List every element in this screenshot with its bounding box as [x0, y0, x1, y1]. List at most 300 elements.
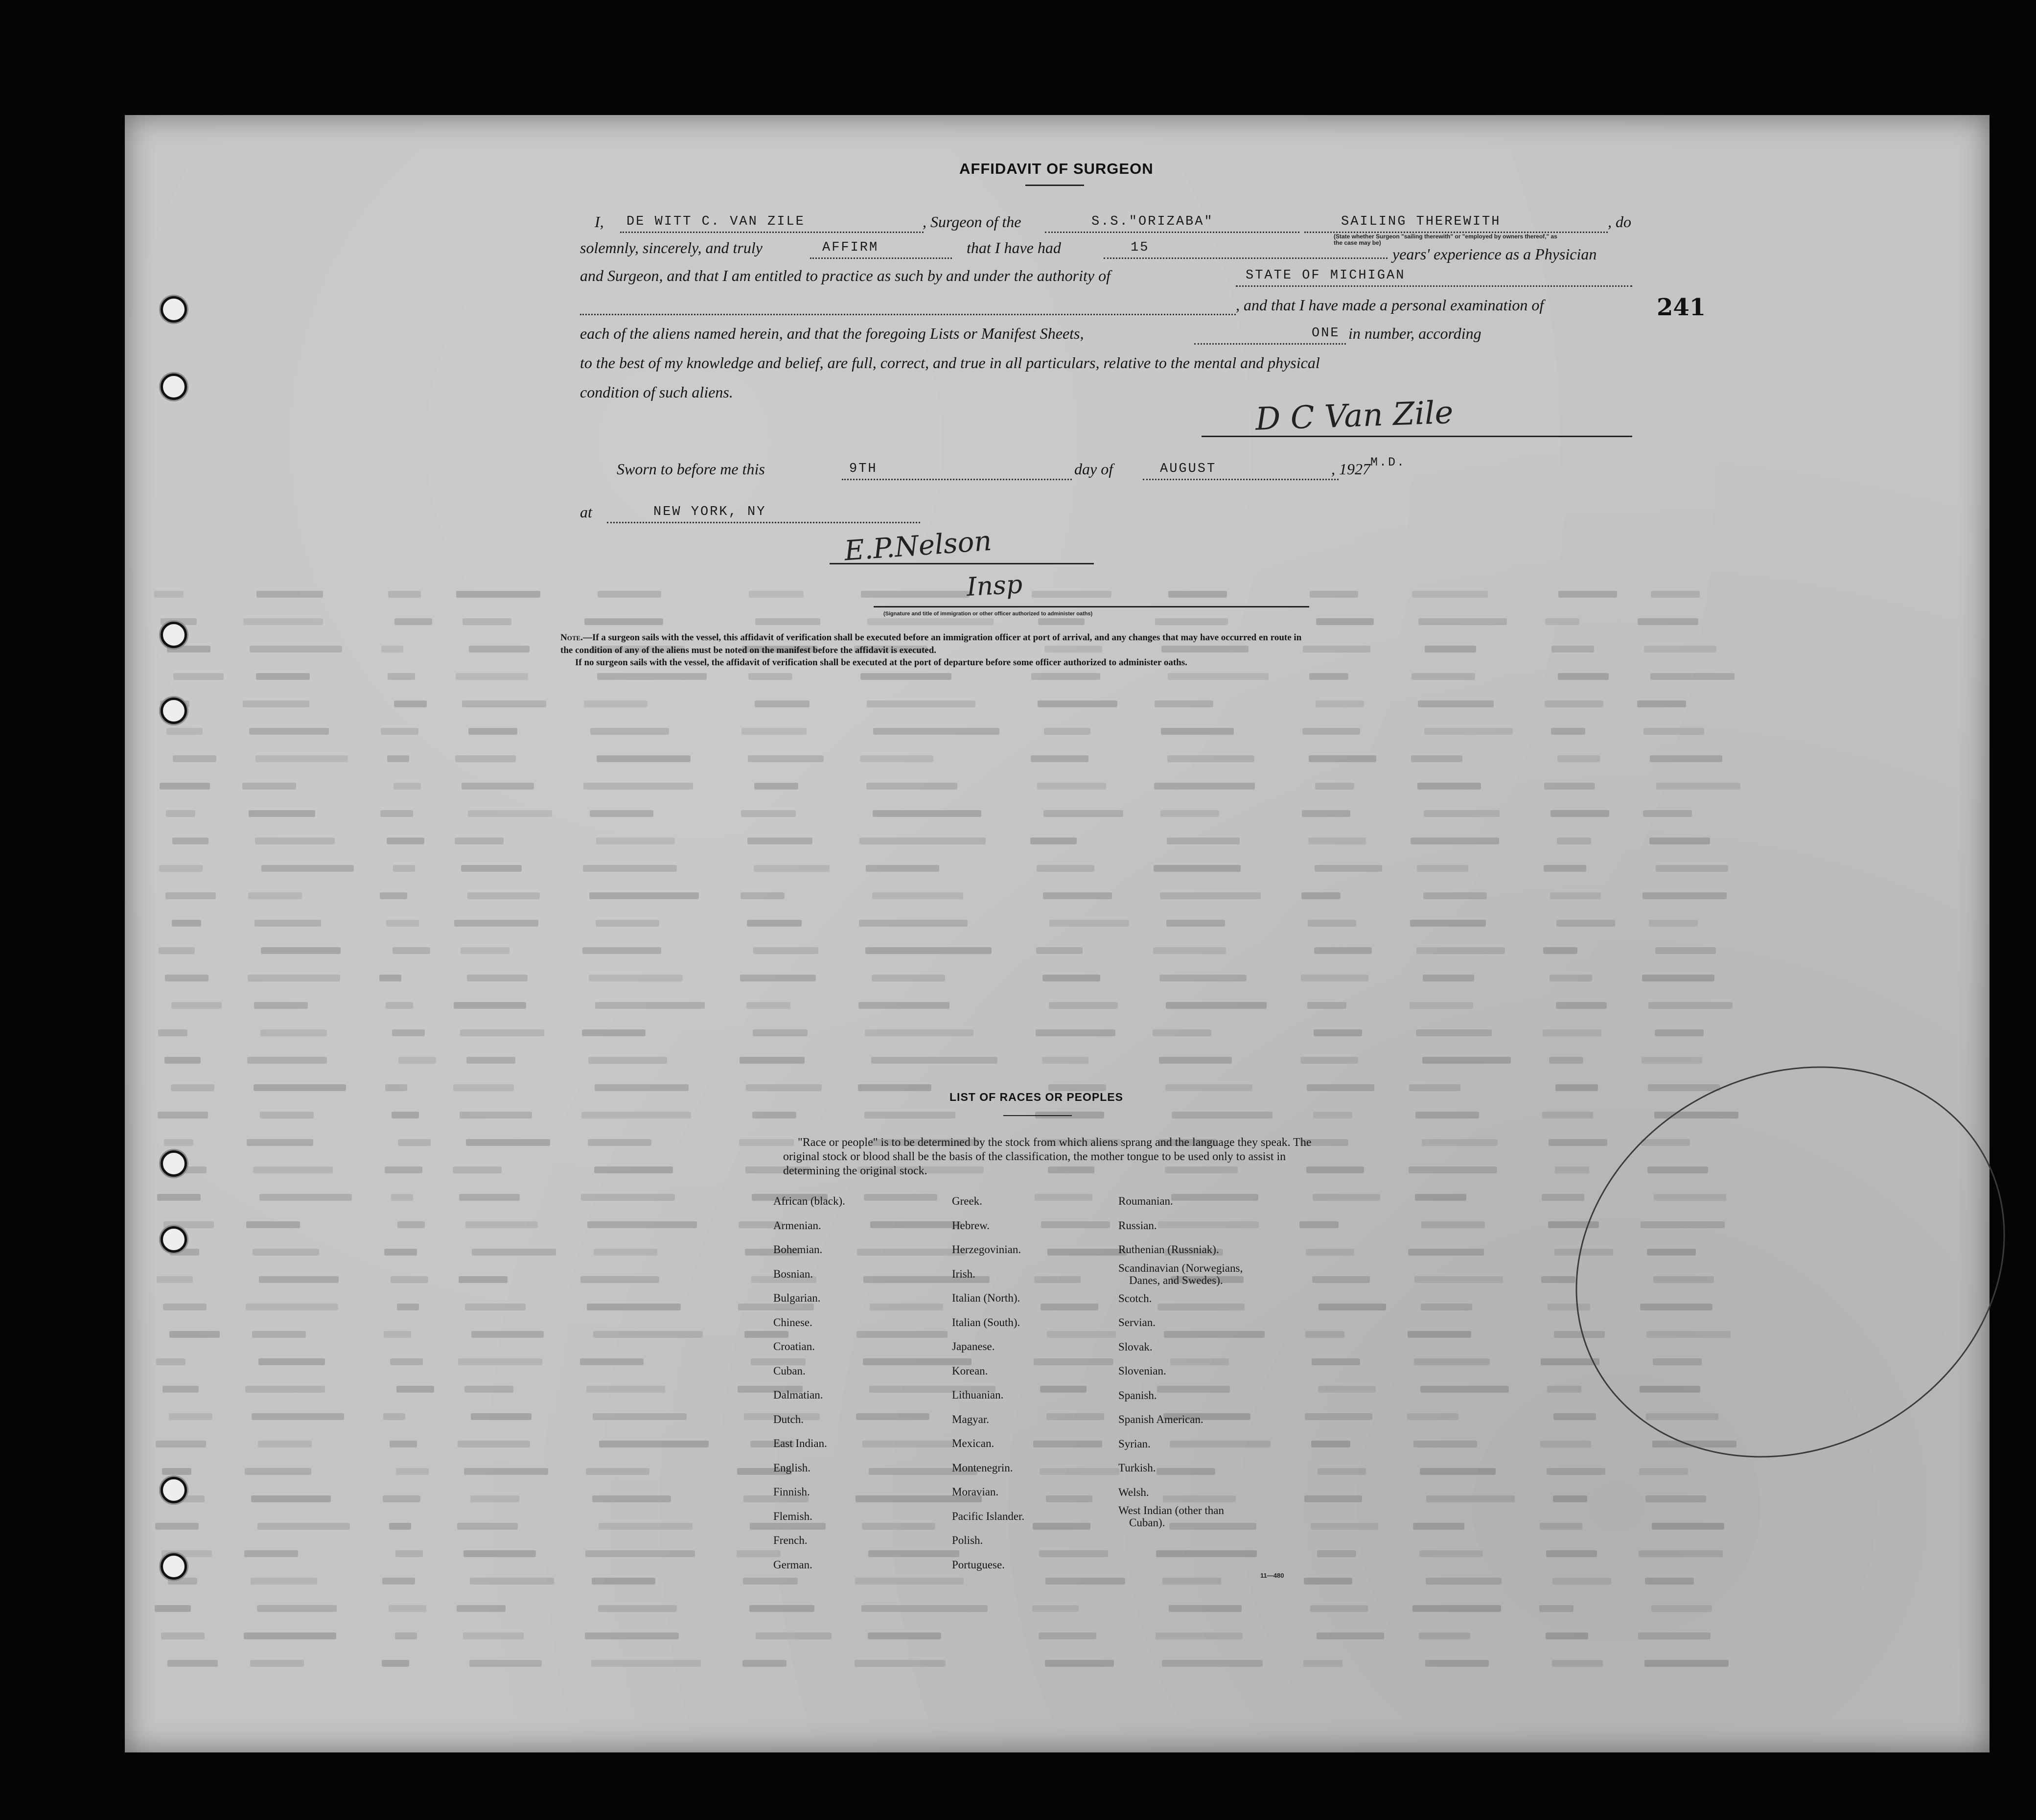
bleed-through-mark — [1414, 1276, 1503, 1283]
at-place: NEW YORK, NY — [653, 505, 766, 519]
bleed-through-row — [154, 1654, 1955, 1674]
sworn-day: 9TH — [849, 462, 878, 476]
bleed-through-mark — [1556, 1002, 1607, 1009]
bleed-through-mark — [394, 618, 432, 625]
bleed-through-mark — [1655, 947, 1716, 954]
race-item: Portuguese. — [952, 1558, 1005, 1571]
bleed-through-mark — [254, 920, 321, 927]
bleed-through-mark — [1301, 892, 1341, 899]
bleed-through-mark — [1418, 618, 1507, 625]
bleed-through-mark — [395, 1550, 423, 1557]
bleed-through-mark — [1045, 1578, 1125, 1585]
bleed-through-mark — [249, 810, 315, 817]
binder-hole-5 — [161, 1150, 187, 1177]
bleed-through-mark — [1153, 1029, 1211, 1036]
bleed-through-row — [154, 804, 1955, 824]
bleed-through-mark — [1304, 1578, 1352, 1585]
bleed-through-mark — [1425, 1660, 1489, 1667]
bleed-through-mark — [382, 1578, 415, 1585]
bleed-through-mark — [1040, 1386, 1087, 1393]
race-item: Scotch. — [1118, 1292, 1152, 1305]
bleed-through-mark — [465, 1221, 538, 1228]
bleed-through-mark — [1645, 1578, 1694, 1585]
bleed-through-mark — [1169, 1605, 1242, 1612]
bleed-through-mark — [855, 1660, 946, 1667]
bleed-through-mark — [586, 1386, 665, 1393]
bleed-through-mark — [251, 1578, 317, 1585]
bleed-through-mark — [390, 1358, 423, 1365]
bleed-through-mark — [859, 838, 986, 844]
bleed-through-mark — [1410, 1002, 1473, 1009]
race-item: Scandinavian (Norwegians, — [1118, 1261, 1243, 1274]
bleed-through-mark — [1543, 1029, 1601, 1036]
bleed-through-mark — [1319, 1304, 1386, 1310]
bleed-through-mark — [157, 1276, 193, 1283]
bleed-through-mark — [1552, 1660, 1603, 1667]
bleed-through-mark — [471, 1413, 532, 1420]
bleed-through-mark — [381, 646, 403, 653]
line1-prefix: I, — [595, 213, 604, 231]
bleed-through-mark — [1558, 591, 1617, 598]
bleed-through-row — [154, 722, 1955, 742]
bleed-through-mark — [596, 920, 659, 927]
bleed-through-row — [154, 1024, 1955, 1043]
bleed-through-mark — [1425, 646, 1476, 653]
binder-hole-6 — [161, 1226, 187, 1253]
race-item: Polish. — [952, 1534, 983, 1546]
bleed-through-mark — [454, 920, 538, 927]
bleed-through-mark — [1556, 920, 1615, 927]
bleed-through-mark — [161, 1633, 205, 1639]
bleed-through-mark — [466, 1057, 515, 1064]
bleed-through-mark — [1032, 591, 1111, 598]
bleed-through-mark — [247, 1057, 327, 1064]
bleed-through-mark — [870, 1221, 961, 1228]
bleed-through-mark — [1318, 1386, 1376, 1393]
bleed-through-mark — [257, 1523, 350, 1530]
bleed-through-mark — [1553, 1413, 1596, 1420]
bleed-through-row — [154, 1572, 1955, 1591]
officer-note: (Signature and title of immigration or other officer authorized to administer oaths) — [883, 611, 1093, 617]
bleed-through-mark — [165, 892, 216, 899]
bleed-through-mark — [388, 591, 421, 598]
bleed-through-mark — [1650, 673, 1735, 680]
bleed-through-mark — [1420, 1468, 1496, 1475]
bleed-through-mark — [1545, 700, 1603, 707]
bleed-through-mark — [1160, 810, 1219, 817]
bleed-through-mark — [394, 700, 427, 707]
bleed-through-mark — [258, 1441, 312, 1447]
bleed-through-mark — [1547, 1386, 1581, 1393]
bleed-through-row — [154, 1599, 1955, 1619]
bleed-through-mark — [1168, 591, 1227, 598]
race-item: Greek. — [952, 1195, 982, 1207]
bleed-through-mark — [1408, 1331, 1471, 1338]
form-code: 11—480 — [1260, 1572, 1284, 1579]
bleed-through-mark — [461, 947, 509, 954]
bleed-through-mark — [1309, 673, 1348, 680]
bleed-through-mark — [260, 1112, 314, 1119]
line2-prefix: solemnly, sincerely, and truly — [580, 239, 763, 257]
bleed-through-mark — [1042, 1057, 1088, 1064]
bleed-through-mark — [256, 591, 323, 598]
binder-hole-8 — [161, 1553, 187, 1580]
bleed-through-mark — [1311, 1441, 1350, 1447]
bleed-through-mark — [1044, 646, 1102, 653]
line3-text: and Surgeon, and that I am entitled to practice as such by and under the authority of — [580, 267, 1111, 284]
line1-surgeon-of: , Surgeon of the — [923, 213, 1021, 231]
bleed-through-mark — [1310, 591, 1358, 598]
bleed-through-mark — [1031, 673, 1100, 680]
bleed-through-row — [154, 695, 1955, 714]
bleed-through-mark — [740, 892, 785, 899]
bleed-through-mark — [393, 865, 415, 872]
bleed-through-mark — [1041, 1304, 1098, 1310]
bleed-through-mark — [581, 1112, 691, 1119]
bleed-through-mark — [1312, 1276, 1370, 1283]
bleed-through-mark — [1550, 975, 1592, 981]
bleed-through-mark — [1046, 1495, 1092, 1502]
bleed-through-mark — [1542, 1112, 1593, 1119]
bleed-through-mark — [585, 1550, 695, 1557]
bleed-through-mark — [1313, 1112, 1352, 1119]
bleed-through-mark — [1409, 1084, 1460, 1091]
race-item: Herzegovinian. — [952, 1243, 1021, 1256]
race-item: Italian (South). — [952, 1316, 1020, 1329]
bleed-through-mark — [465, 1304, 526, 1310]
bleed-through-mark — [1544, 783, 1595, 790]
bleed-through-mark — [583, 865, 677, 872]
line2-years: years' experience as a Physician — [1392, 245, 1597, 263]
bleed-through-mark — [870, 1304, 943, 1310]
bleed-through-mark — [381, 728, 418, 735]
race-item: Welsh. — [1118, 1486, 1149, 1498]
sworn-month: AUGUST — [1160, 462, 1217, 476]
bleed-through-mark — [862, 1441, 953, 1447]
bleed-through-mark — [162, 1468, 191, 1475]
bleed-through-mark — [397, 1221, 425, 1228]
bleed-through-mark — [1420, 1386, 1509, 1393]
binder-hole-4 — [161, 698, 187, 724]
bleed-through-mark — [1411, 838, 1499, 844]
race-item: Japanese. — [952, 1340, 995, 1353]
bleed-through-mark — [1302, 810, 1350, 817]
race-item: African (black). — [773, 1195, 845, 1207]
bleed-through-mark — [398, 1057, 436, 1064]
bleed-through-mark — [396, 1468, 429, 1475]
bleed-through-mark — [747, 838, 812, 844]
race-item: West Indian (other than — [1118, 1504, 1224, 1517]
race-item: Croatian. — [773, 1340, 815, 1353]
bleed-through-mark — [469, 1660, 542, 1667]
bleed-through-mark — [163, 1304, 207, 1310]
bleed-through-mark — [254, 1002, 308, 1009]
bleed-through-mark — [1408, 1249, 1484, 1256]
surgeon-signature: D C Van Zile — [1254, 394, 1454, 438]
bleed-through-mark — [1316, 618, 1374, 625]
bleed-through-mark — [255, 755, 348, 762]
bleed-through-row — [154, 1517, 1955, 1537]
bleed-through-mark — [1642, 975, 1714, 981]
bleed-through-row — [154, 832, 1955, 851]
bleed-through-mark — [171, 1084, 214, 1091]
bleed-through-mark — [159, 947, 195, 954]
bleed-through-mark — [1308, 920, 1356, 927]
bleed-through-mark — [462, 700, 546, 707]
bleed-through-mark — [391, 1194, 413, 1201]
bleed-through-mark — [856, 1413, 929, 1420]
bleed-through-mark — [457, 1523, 518, 1530]
bleed-through-mark — [1648, 1084, 1720, 1091]
bleed-through-mark — [1048, 1084, 1106, 1091]
bleed-through-mark — [1307, 1002, 1346, 1009]
race-item: Danes, and Swedes). — [1129, 1274, 1223, 1286]
note-label: Note. — [560, 632, 583, 643]
bleed-through-mark — [458, 1441, 530, 1447]
bleed-through-mark — [864, 1112, 955, 1119]
bleed-through-mark — [1041, 1221, 1110, 1228]
bleed-through-mark — [1651, 591, 1700, 598]
race-item: Mexican. — [952, 1437, 995, 1449]
race-item: Turkish. — [1118, 1462, 1156, 1474]
bleed-through-mark — [593, 1331, 703, 1338]
race-item: Montenegrin. — [952, 1461, 1013, 1474]
bleed-through-mark — [1153, 947, 1226, 954]
bleed-through-mark — [1651, 1605, 1712, 1612]
bleed-through-mark — [1415, 1112, 1479, 1119]
bleed-through-mark — [868, 1633, 941, 1639]
sailing-note: (State whether Surgeon "sailing therewith" or "employed by owners thereof," as the case may be) — [1334, 233, 1557, 246]
bleed-through-mark — [864, 1194, 937, 1201]
bleed-through-mark — [162, 1386, 199, 1393]
bleed-through-mark — [1421, 1221, 1485, 1228]
race-item: Bulgarian. — [773, 1292, 821, 1304]
bleed-through-mark — [166, 810, 195, 817]
bleed-through-mark — [1413, 1523, 1464, 1530]
bleed-through-mark — [582, 1029, 646, 1036]
bleed-through-mark — [1409, 1167, 1497, 1173]
bleed-through-mark — [460, 1029, 544, 1036]
bleed-through-mark — [254, 1084, 346, 1091]
title-underline — [1025, 185, 1084, 186]
affidavit-title: AFFIDAVIT OF SURGEON — [959, 160, 1154, 177]
bleed-through-mark — [393, 783, 421, 790]
bleed-through-mark — [388, 673, 415, 680]
bleed-through-mark — [1540, 1523, 1582, 1530]
race-item: German. — [773, 1558, 812, 1571]
bleed-through-mark — [754, 865, 830, 872]
bleed-through-mark — [1413, 1441, 1477, 1447]
bleed-through-mark — [395, 1633, 417, 1639]
bleed-through-mark — [595, 1002, 705, 1009]
bleed-through-mark — [246, 1221, 300, 1228]
bleed-through-mark — [860, 755, 933, 762]
bleed-through-mark — [459, 1194, 520, 1201]
bleed-through-row — [154, 859, 1955, 879]
bleed-through-mark — [596, 838, 675, 844]
bleed-through-mark — [454, 1002, 526, 1009]
bleed-through-mark — [1648, 1002, 1733, 1009]
race-item: Russian. — [1118, 1219, 1157, 1232]
bleed-through-mark — [1418, 700, 1494, 707]
race-item: French. — [773, 1534, 808, 1546]
sheets-count: ONE — [1312, 326, 1340, 341]
bleed-through-mark — [380, 810, 413, 817]
bleed-through-mark — [588, 1057, 667, 1064]
bleed-through-mark — [1037, 865, 1094, 872]
bleed-through-mark — [1317, 1550, 1356, 1557]
bleed-through-mark — [1166, 1002, 1267, 1009]
bleed-through-mark — [1299, 1221, 1339, 1228]
sworn-day-of: day of — [1074, 460, 1113, 478]
bleed-through-mark — [160, 783, 210, 790]
note-line-3: If no surgeon sails with the vessel, the affidavit of verification shall be executed at the port of departure before some officer authorized to administer oaths. — [575, 657, 1187, 668]
bleed-through-mark — [1038, 618, 1085, 625]
bleed-through-mark — [462, 783, 534, 790]
note-line-1-text: —If a surgeon sails with the vessel, this affidavit of verification shall be executed before an immigration officer at port of arrival, and any changes that may have occurred en route in — [582, 632, 1302, 643]
line5-number: in number, according — [1348, 325, 1481, 342]
bleed-through-mark — [741, 728, 807, 735]
bleed-through-mark — [1421, 1304, 1472, 1310]
bleed-through-mark — [865, 947, 992, 954]
race-item: Moravian. — [952, 1486, 999, 1498]
binder-hole-1 — [161, 296, 187, 323]
bleed-through-mark — [756, 1633, 832, 1639]
bleed-through-mark — [468, 728, 517, 735]
bleed-through-mark — [584, 700, 648, 707]
bleed-through-mark — [1318, 1468, 1366, 1475]
note-line-1 — [560, 632, 1301, 643]
sailing-status: SAILING THEREWITH — [1341, 214, 1501, 229]
bleed-through-mark — [463, 1550, 536, 1557]
bleed-through-mark — [1424, 728, 1513, 735]
bleed-through-mark — [1551, 728, 1585, 735]
bleed-through-mark — [1310, 1605, 1368, 1612]
bleed-through-mark — [389, 1605, 426, 1612]
bleed-through-mark — [748, 673, 792, 680]
bleed-through-mark — [248, 975, 340, 981]
bleed-through-mark — [1557, 755, 1600, 762]
bleed-through-mark — [1034, 1276, 1081, 1283]
bleed-through-mark — [581, 1194, 675, 1201]
bleed-through-mark — [1415, 1194, 1466, 1201]
bleed-through-row — [154, 914, 1955, 933]
bleed-through-mark — [1039, 1633, 1096, 1639]
bleed-through-mark — [1414, 1358, 1490, 1365]
bleed-through-mark — [379, 975, 401, 981]
surgeon-name-line — [620, 232, 924, 233]
bleed-through-row — [154, 1051, 1955, 1071]
bleed-through-mark — [1161, 646, 1249, 653]
bleed-through-mark — [1309, 755, 1376, 762]
bleed-through-mark — [1313, 1194, 1380, 1201]
bleed-through-mark — [455, 838, 504, 844]
bleed-through-mark — [747, 920, 802, 927]
bleed-through-mark — [1044, 728, 1090, 735]
bleed-through-mark — [1650, 755, 1722, 762]
bleed-through-mark — [1314, 1029, 1362, 1036]
bleed-through-mark — [754, 783, 798, 790]
bleed-through-mark — [1303, 1660, 1342, 1667]
bleed-through-mark — [1423, 892, 1487, 899]
race-item: Servian. — [1118, 1316, 1156, 1329]
bleed-through-mark — [1049, 920, 1129, 927]
races-title: LIST OF RACES OR PEOPLES — [949, 1091, 1123, 1103]
bleed-through-mark — [1037, 783, 1106, 790]
bleed-through-mark — [164, 1139, 193, 1146]
bleed-through-mark — [173, 673, 224, 680]
bleed-through-mark — [1545, 618, 1579, 625]
bleed-through-mark — [746, 1002, 790, 1009]
vessel-name: S.S."ORIZABA" — [1091, 214, 1214, 229]
bleed-through-mark — [1555, 1084, 1598, 1091]
bleed-through-mark — [385, 1084, 407, 1091]
bleed-through-mark — [385, 1167, 422, 1173]
binder-hole-2 — [161, 373, 187, 400]
bleed-through-mark — [386, 1002, 413, 1009]
bleed-through-mark — [460, 1112, 532, 1119]
bleed-through-mark — [159, 865, 203, 872]
bleed-through-mark — [1302, 728, 1360, 735]
bleed-through-mark — [1165, 1084, 1252, 1091]
race-item: Armenian. — [773, 1219, 821, 1232]
line5-text: each of the aliens named herein, and that the foregoing Lists or Manifest Sheets, — [580, 325, 1084, 342]
race-item: Slovak. — [1118, 1340, 1153, 1353]
bleed-through-mark — [466, 1139, 550, 1146]
bleed-through-mark — [1426, 1578, 1502, 1585]
bleed-through-mark — [1300, 1057, 1358, 1064]
bleed-through-mark — [1155, 700, 1213, 707]
bleed-through-mark — [1156, 1550, 1257, 1557]
race-item: Finnish. — [773, 1486, 810, 1498]
bleed-through-mark — [382, 1660, 409, 1667]
bleed-through-mark — [583, 783, 693, 790]
bleed-through-mark — [398, 1139, 431, 1146]
bleed-through-mark — [753, 947, 818, 954]
bleed-through-mark — [1639, 1550, 1723, 1557]
bleed-through-row — [154, 996, 1955, 1016]
bleed-through-mark — [587, 1221, 697, 1228]
signature-line — [1202, 436, 1632, 437]
bleed-through-mark — [580, 1358, 644, 1365]
bleed-through-mark — [1649, 920, 1698, 927]
bleed-through-mark — [856, 1331, 948, 1338]
races-column-2 — [952, 1189, 1024, 1577]
bleed-through-mark — [1546, 1550, 1597, 1557]
bleed-through-mark — [459, 1276, 508, 1283]
bleed-through-row — [154, 1627, 1955, 1646]
bleed-through-mark — [1156, 1633, 1243, 1639]
bleed-through-mark — [456, 673, 528, 680]
bleed-through-mark — [1543, 947, 1577, 954]
bleed-through-mark — [1649, 838, 1710, 844]
bleed-through-mark — [746, 1084, 822, 1091]
bleed-through-mark — [1154, 865, 1241, 872]
bleed-through-mark — [251, 1495, 331, 1502]
bleed-through-mark — [1304, 1495, 1362, 1502]
bleed-through-mark — [1305, 1413, 1372, 1420]
bleed-through-mark — [1638, 1633, 1711, 1639]
bleed-through-mark — [582, 947, 661, 954]
bleed-through-mark — [580, 1276, 659, 1283]
race-item: Magyar. — [952, 1413, 990, 1425]
bleed-through-mark — [1656, 783, 1740, 790]
bleed-through-mark — [1551, 646, 1594, 653]
bleed-through-mark — [592, 1578, 655, 1585]
authority: STATE OF MICHIGAN — [1246, 268, 1406, 283]
bleed-through-mark — [1546, 1633, 1588, 1639]
bleed-through-mark — [1426, 1495, 1515, 1502]
